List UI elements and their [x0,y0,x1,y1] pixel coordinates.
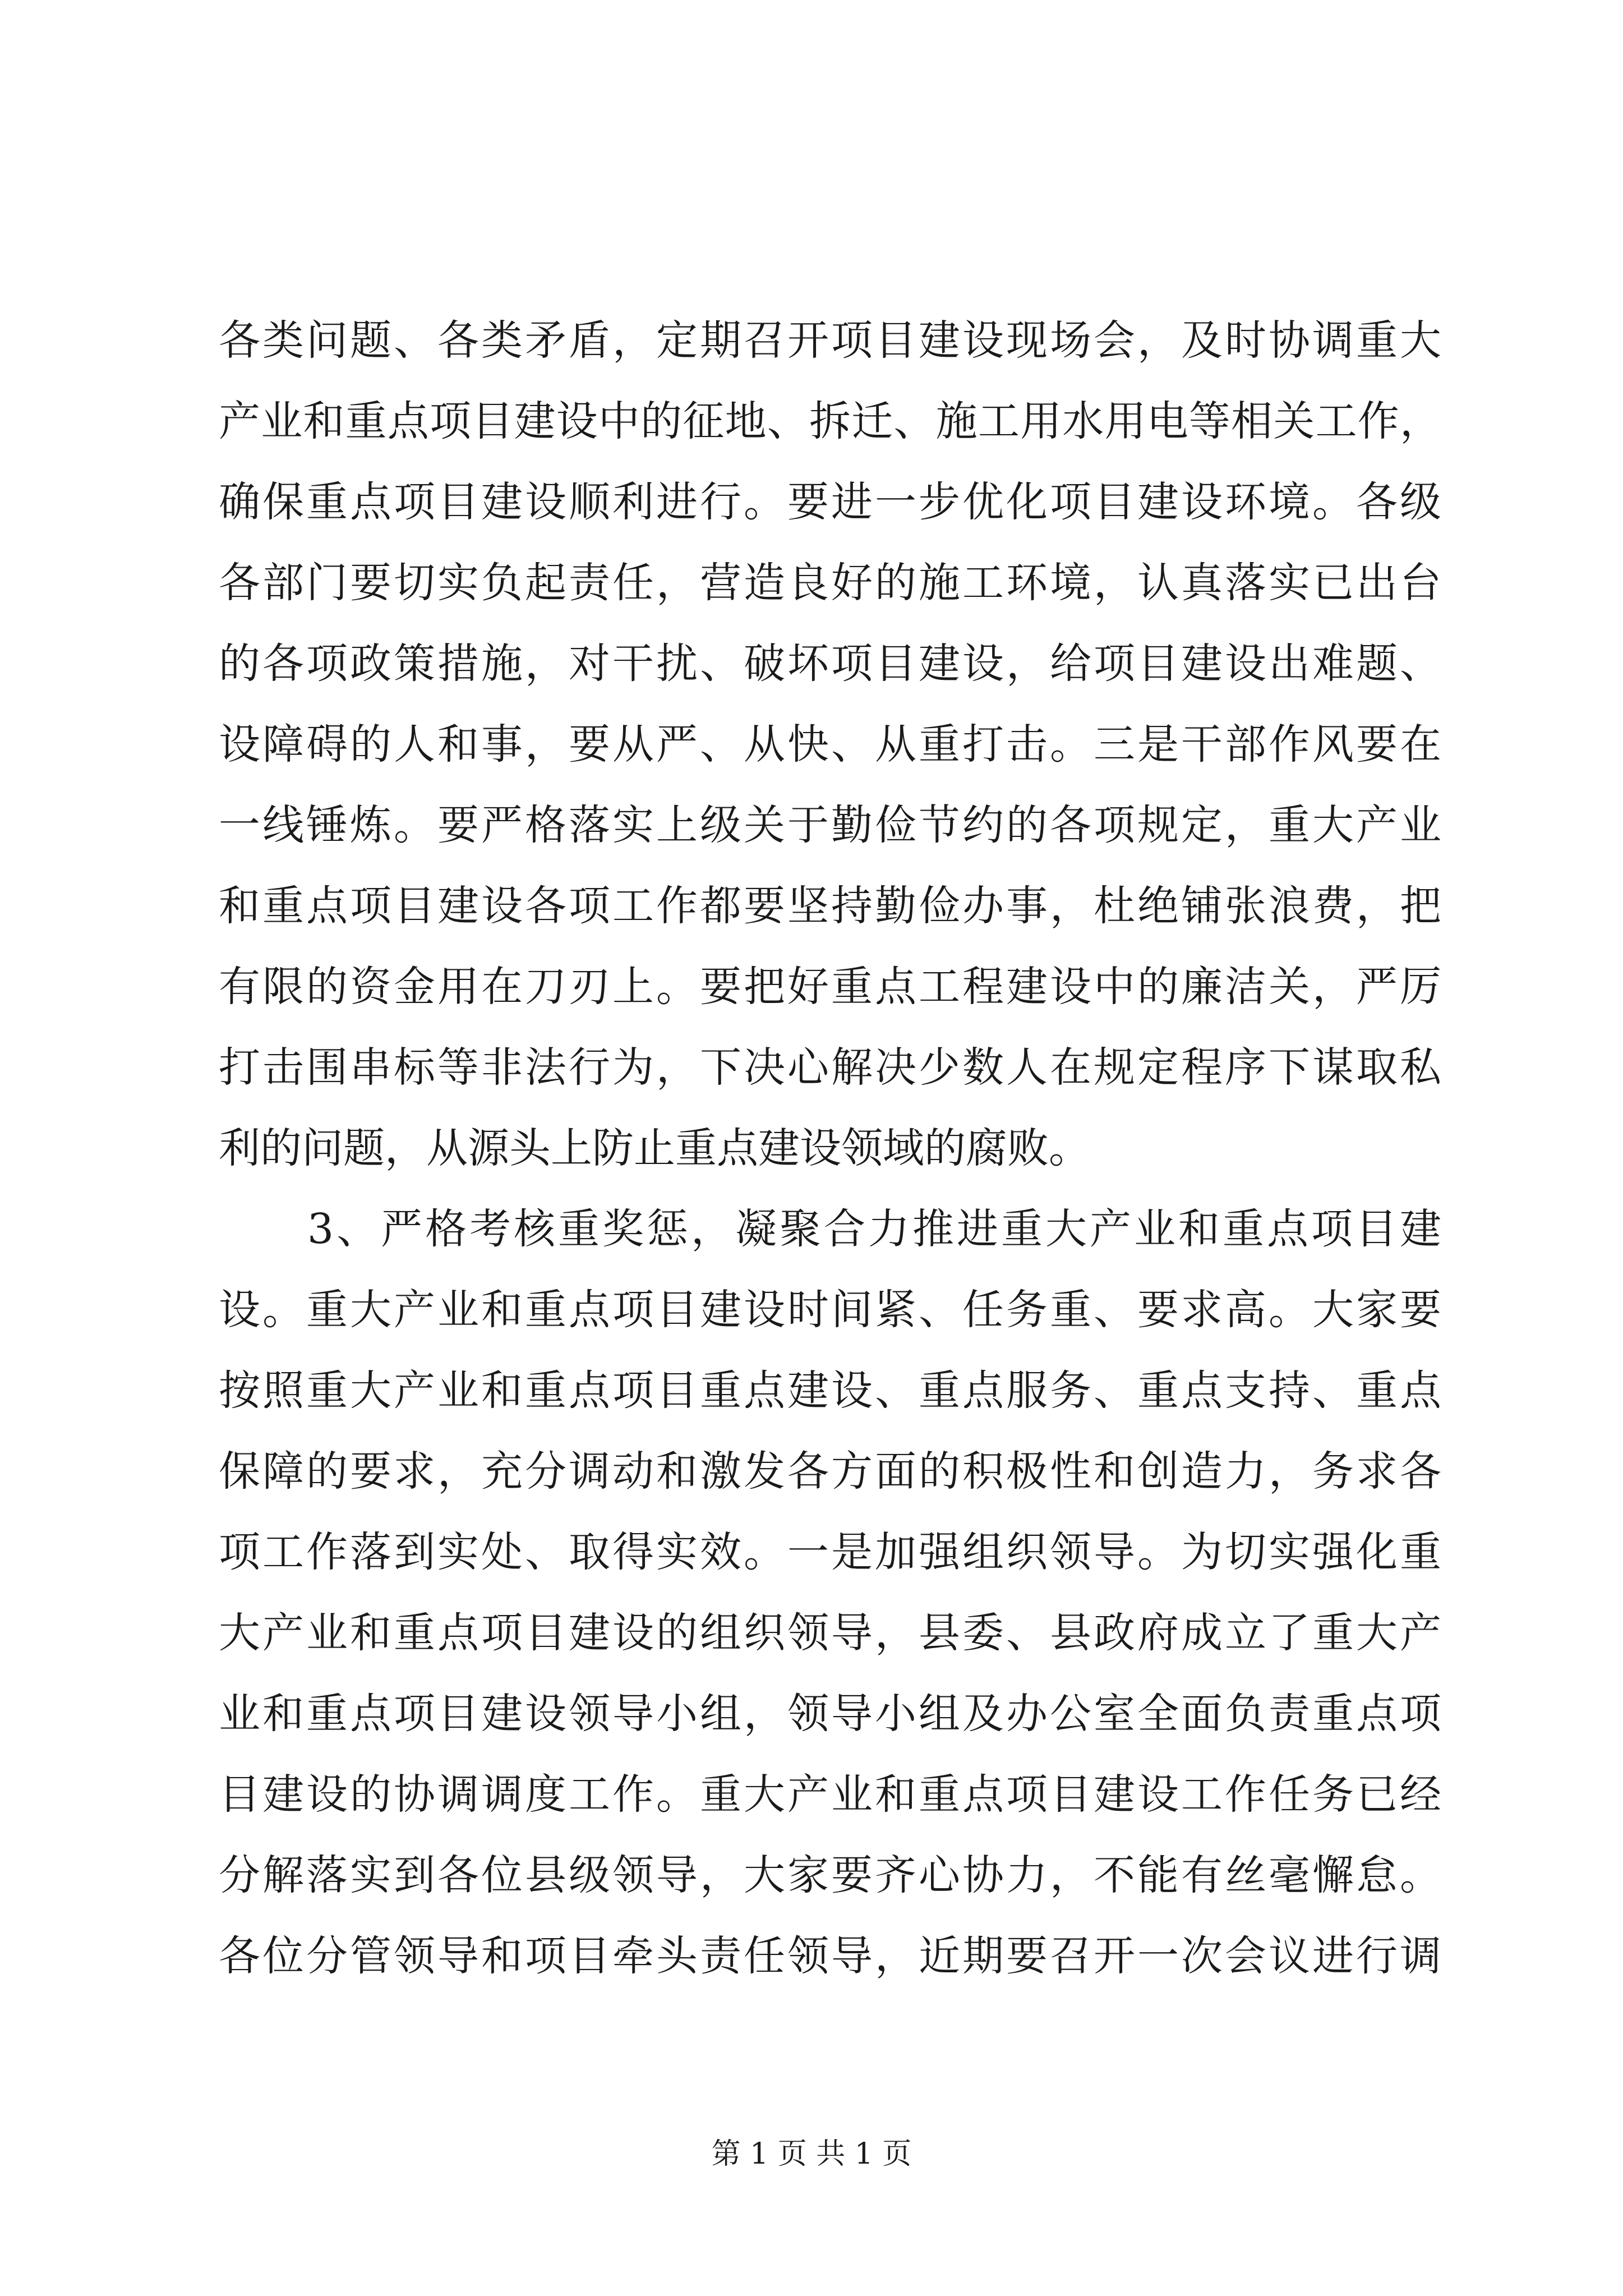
text-line: 有限的资金用在刀刃上。要把好重点工程建设中的廉洁关，严厉 [219,963,1441,1011]
text-line: 各位分管领导和项目牵头责任领导，近期要召开一次会议进行调 [219,1932,1441,1980]
text-line: 一线锤炼。要严格落实上级关于勤俭节约的各项规定，重大产业 [219,801,1441,849]
text-line: 的各项政策措施，对干扰、破坏项目建设，给项目建设出难题、 [219,639,1441,688]
text-line: 打击围串标等非法行为，下决心解决少数人在规定程序下谋取私 [219,1043,1441,1092]
text-line: 大产业和重点项目建设的组织领导，县委、县政府成立了重大产 [219,1609,1441,1657]
text-line: 设。重大产业和重点项目建设时间紧、任务重、要求高。大家要 [219,1286,1441,1334]
text-line: 确保重点项目建设顺利进行。要进一步优化项目建设环境。各级 [219,478,1441,526]
text-line: 项工作落到实处、取得实效。一是加强组织领导。为切实强化重 [219,1528,1441,1576]
text-line: 各类问题、各类矛盾，定期召开项目建设现场会，及时协调重大 [219,316,1441,365]
body-text [219,300,1441,1996]
text-line: 保障的要求，充分调动和激发各方面的积极性和创造力，务求各 [219,1447,1441,1496]
text-line: 按照重大产业和重点项目重点建设、重点服务、重点支持、重点 [219,1366,1441,1415]
text-line: 产业和重点项目建设中的征地、拆迁、施工用水用电等相关工作， [219,397,1441,445]
text-line: 各部门要切实负起责任，营造良好的施工环境，认真落实已出台 [219,559,1441,607]
text-line: 利的问题，从源头上防止重点建设领域的腐败。 [219,1124,1090,1172]
page-number-footer: 第 1 页 共 1 页 [711,2137,912,2171]
text-line: 目建设的协调调度工作。重大产业和重点项目建设工作任务已经 [219,1770,1441,1819]
text-line: 3、严格考核重奖惩，凝聚合力推进重大产业和重点项目建 [219,1205,1441,1253]
text-line: 业和重点项目建设领导小组，领导小组及办公室全面负责重点项 [219,1690,1441,1738]
text-line: 分解落实到各位县级领导，大家要齐心协力，不能有丝毫懈怠。 [219,1851,1441,1899]
text-line: 设障碍的人和事，要从严、从快、从重打击。三是干部作风要在 [219,720,1441,769]
text-line: 和重点项目建设各项工作都要坚持勤俭办事，杜绝铺张浪费，把 [219,882,1441,930]
